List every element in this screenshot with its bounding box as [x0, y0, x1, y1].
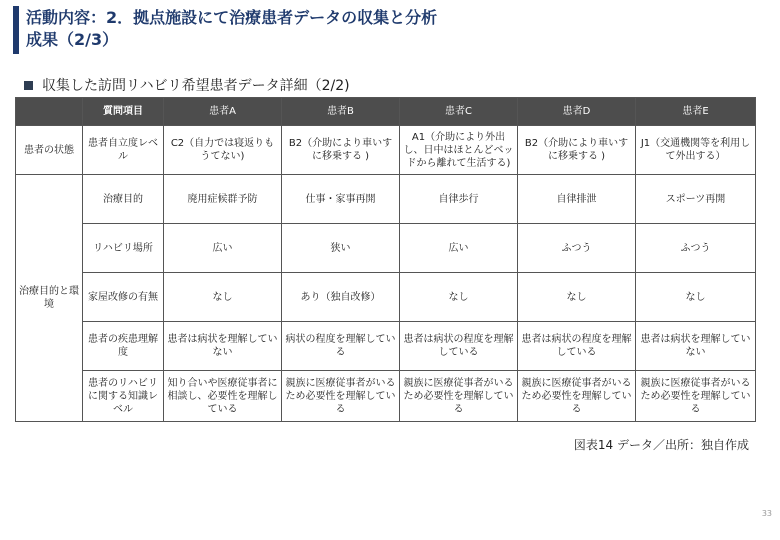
table-cell: 自律歩行 — [400, 175, 518, 224]
patient-detail-table — [15, 97, 756, 422]
table-cell: 廃用症候群予防 — [164, 175, 282, 224]
table-cell: ふつう — [636, 224, 756, 273]
table-row — [16, 371, 756, 422]
square-bullet-icon — [24, 81, 33, 90]
page-title-line2: 成果（2/3） — [26, 30, 119, 49]
page-title-line1: 活動内容：2．拠点施設にて治療患者データの収集と分析 — [26, 8, 438, 27]
table-cell: なし — [164, 273, 282, 322]
header-cell-item: 質問項目 — [83, 98, 164, 126]
section-subtitle — [24, 75, 350, 95]
row-group-patient-state: 患者の状態 — [16, 126, 83, 175]
title-accent-bar — [13, 6, 19, 54]
table-cell: スポーツ再開 — [636, 175, 756, 224]
table-cell: 患者は病状を理解していない — [636, 322, 756, 371]
header-cell-patient-d: 患者D — [518, 98, 636, 126]
table-header-row — [16, 98, 756, 126]
table-cell: 広い — [400, 224, 518, 273]
row-item-label: 家屋改修の有無 — [83, 273, 164, 322]
table-cell: J1（交通機関等を利用して外出する） — [636, 126, 756, 175]
table-cell: 広い — [164, 224, 282, 273]
table-cell: なし — [636, 273, 756, 322]
table-row — [16, 175, 756, 224]
section-subtitle-text: 収集した訪問リハビリ希望患者データ詳細（2/2) — [42, 78, 350, 94]
table-cell: ふつう — [518, 224, 636, 273]
header-cell-patient-c: 患者C — [400, 98, 518, 126]
page-title — [26, 7, 746, 51]
table-row — [16, 224, 756, 273]
table-cell: 患者は病状の程度を理解している — [518, 322, 636, 371]
header-cell-patient-e: 患者E — [636, 98, 756, 126]
row-item-label: 患者の疾患理解度 — [83, 322, 164, 371]
table-row — [16, 273, 756, 322]
figure-caption: 図表14 データ／出所：独自作成 — [573, 438, 749, 452]
table-cell: A1（介助により外出し、日中はほとんどベッドから離れて生活する) — [400, 126, 518, 175]
row-item-label: 治療目的 — [83, 175, 164, 224]
header-cell-patient-b: 患者B — [282, 98, 400, 126]
row-group-treatment-environment: 治療目的と環境 — [16, 175, 83, 422]
table-row — [16, 126, 756, 175]
page-number: 33 — [761, 509, 772, 518]
table-cell: なし — [400, 273, 518, 322]
header-cell-blank — [16, 98, 83, 126]
table-cell: B2（介助により車いすに移乗する ) — [518, 126, 636, 175]
table-cell: 親族に医療従事者がいるため必要性を理解している — [518, 371, 636, 422]
table-cell: 患者は病状を理解していない — [164, 322, 282, 371]
row-item-label: 患者自立度レベル — [83, 126, 164, 175]
header-cell-patient-a: 患者A — [164, 98, 282, 126]
table-cell: 狭い — [282, 224, 400, 273]
table-cell: 病状の程度を理解している — [282, 322, 400, 371]
table-cell: 知り合いや医療従事者に相談し、必要性を理解している — [164, 371, 282, 422]
table-row — [16, 322, 756, 371]
row-item-label: 患者のリハビリに関する知識レベル — [83, 371, 164, 422]
table-cell: B2（介助により車いすに移乗する ) — [282, 126, 400, 175]
table-cell: 自律排泄 — [518, 175, 636, 224]
row-item-label: リハビリ場所 — [83, 224, 164, 273]
table-cell: なし — [518, 273, 636, 322]
table-cell: C2（自力では寝返りもうてない) — [164, 126, 282, 175]
table-cell: 患者は病状の程度を理解している — [400, 322, 518, 371]
table-cell: 仕事・家事再開 — [282, 175, 400, 224]
table-cell: 親族に医療従事者がいるため必要性を理解している — [636, 371, 756, 422]
table-cell: 親族に医療従事者がいるため必要性を理解している — [282, 371, 400, 422]
table-cell: 親族に医療従事者がいるため必要性を理解している — [400, 371, 518, 422]
table-cell: あり（独自改修） — [282, 273, 400, 322]
